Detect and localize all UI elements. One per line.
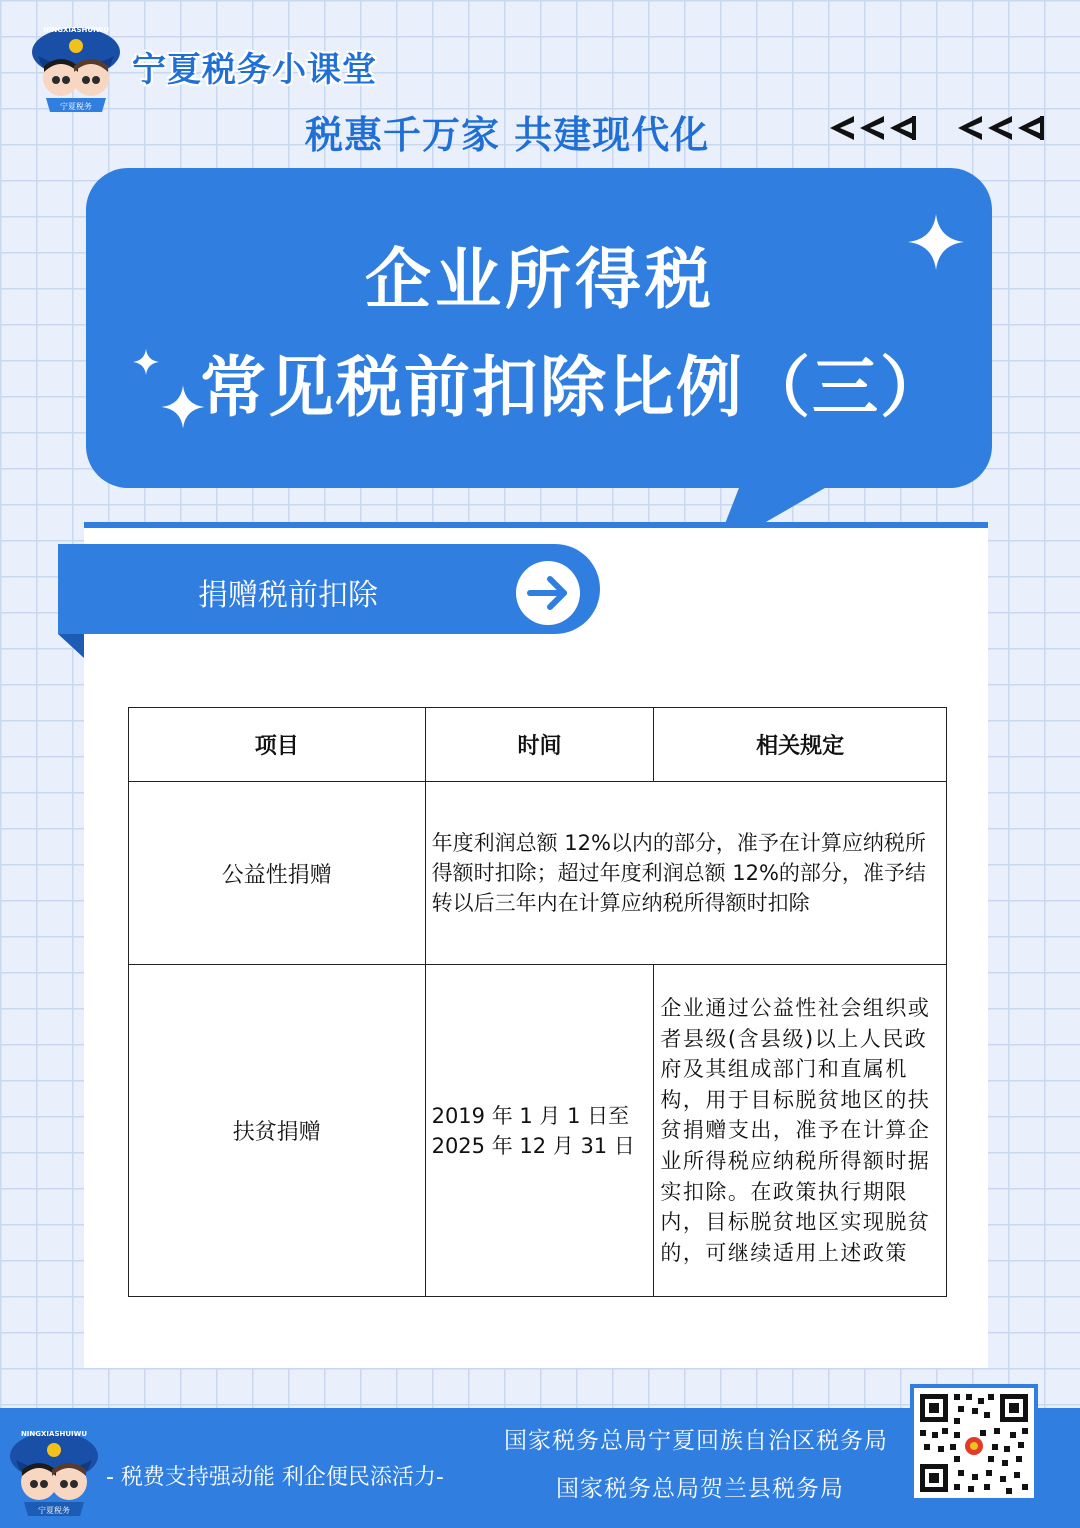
svg-text:NINGXIASHUIWU: NINGXIASHUIWU: [42, 26, 110, 34]
table-header: 相关规定: [654, 708, 947, 782]
page-subtitle: 常见税前扣除比例（三）: [200, 348, 948, 426]
qr-code-icon[interactable]: [910, 1384, 1038, 1502]
footer-org-name: 国家税务总局宁夏回族自治区税务局: [504, 1428, 888, 1454]
brand-logo: [26, 16, 377, 116]
table-cell-rule: 企业通过公益性社会组织或者县级(含县级)以上人民政府及其组成部门和直属机构，用于目标脱贫地区的扶贫捐赠支出，准予在计算企业所得税应纳税所得额时据实扣除。在政策执行期限内，目标脱贫地区实现脱贫的，可继续适用上述政策: [654, 965, 947, 1297]
mascot-icon: [26, 16, 126, 116]
deduction-table: [128, 707, 947, 1297]
table-row: [129, 965, 947, 1297]
svg-text:NINGXIASHUIWU: NINGXIASHUIWU: [20, 1430, 88, 1438]
table-header: 时间: [425, 708, 654, 782]
mascot-icon: [4, 1420, 104, 1520]
sparkle-icon: [132, 348, 160, 376]
arrow-button[interactable]: [516, 561, 580, 625]
section-title: 捐赠税前扣除: [198, 578, 378, 613]
arrow-decoration-icon: [826, 108, 1046, 148]
table-cell-item: 扶贫捐赠: [129, 965, 426, 1297]
table-row: [129, 782, 947, 965]
table-header: 项目: [129, 708, 426, 782]
table-header-row: [129, 708, 947, 782]
arrow-right-icon: [516, 561, 580, 625]
svg-text:宁夏税务: 宁夏税务: [60, 102, 92, 111]
table-cell-time: 2019 年 1 月 1 日至 2025 年 12 月 31 日: [425, 965, 654, 1297]
header-slogan: 税惠千万家 共建现代化: [305, 113, 710, 157]
page-title: 企业所得税: [365, 240, 715, 318]
table-cell-rule: 年度利润总额 12%以内的部分，准予在计算应纳税所得额时扣除；超过年度利润总额 12%的部分，准予结转以后三年内在计算应纳税所得额时扣除: [425, 782, 946, 965]
footer-slogan: - 税费支持强动能 利企便民添活力-: [106, 1465, 444, 1490]
ribbon-fold: [58, 634, 84, 658]
sparkle-icon: [906, 212, 966, 272]
footer-org-name: 国家税务总局贺兰县税务局: [556, 1476, 844, 1502]
sparkle-icon: [160, 384, 206, 430]
brand-name: 宁夏税务小课堂: [132, 49, 377, 90]
title-bubble: [86, 168, 992, 488]
svg-text:宁夏税务: 宁夏税务: [38, 1506, 70, 1515]
table-cell-item: 公益性捐赠: [129, 782, 426, 965]
